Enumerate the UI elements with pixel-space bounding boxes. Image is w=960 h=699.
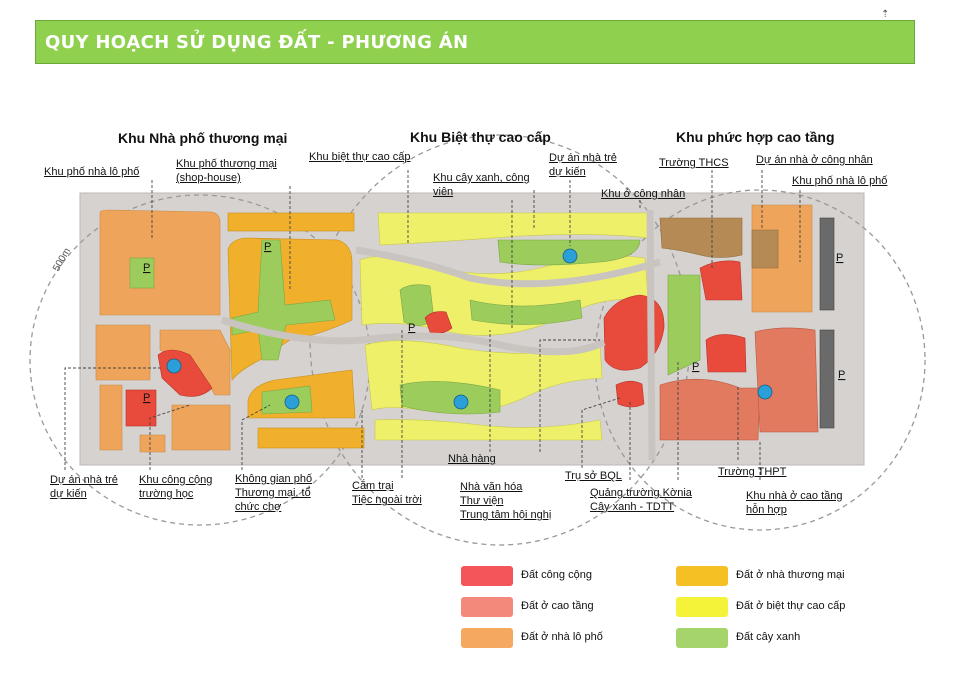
label-highrise-mixed-1: Khu nhà ở cao tầng bbox=[746, 490, 843, 502]
parking-marker: P bbox=[692, 361, 700, 373]
parking-strip bbox=[820, 330, 834, 428]
corner-glyph: ⇡ bbox=[881, 9, 890, 20]
label-plaza-1: Quảng trường Kờnia bbox=[590, 487, 692, 499]
townhouse-block bbox=[96, 325, 150, 380]
water-point bbox=[758, 385, 772, 399]
label-commercial-space-1: Không gian phố bbox=[235, 473, 313, 485]
parking-marker: P bbox=[836, 252, 844, 264]
label-public-school-2: trường học bbox=[139, 488, 194, 500]
townhouse-block bbox=[100, 210, 220, 315]
legend-label: Đất cây xanh bbox=[736, 631, 801, 643]
highrise-block bbox=[755, 328, 818, 432]
legend-label: Đất ở nhà thương mại bbox=[736, 569, 845, 581]
label-park-1: Khu cây xanh, công bbox=[433, 172, 530, 184]
legend-label: Đất ở biệt thự cao cấp bbox=[736, 600, 846, 612]
public-block bbox=[700, 261, 742, 300]
label-high-school: Trường THPT bbox=[718, 466, 787, 478]
legend-label: Đất công cộng bbox=[521, 569, 592, 581]
label-culture-3: Trung tâm hội nghị bbox=[460, 509, 552, 521]
legend-swatch bbox=[676, 566, 728, 586]
legend-label: Đất ở cao tầng bbox=[521, 600, 594, 612]
label-kindergarten-top-2: dự kiến bbox=[549, 166, 586, 178]
label-plaza-2: Cây xanh - TDTT bbox=[590, 501, 675, 513]
green-block bbox=[668, 275, 700, 375]
label-secondary-school: Trường THCS bbox=[659, 157, 729, 169]
label-park-2: viên bbox=[433, 186, 454, 198]
label-camping-2: Tiệc ngoài trời bbox=[352, 494, 422, 506]
legend-swatch bbox=[461, 566, 513, 586]
label-culture-1: Nhà văn hóa bbox=[460, 481, 523, 493]
page-title: QUY HOẠCH SỬ DỤNG ĐẤT - PHƯƠNG ÁN bbox=[45, 32, 469, 53]
label-public-school-1: Khu công cộng bbox=[139, 474, 213, 486]
parking-marker: P bbox=[264, 241, 272, 253]
label-shophouse-2: (shop-house) bbox=[176, 172, 241, 184]
label-villa: Khu biệt thự cao cấp bbox=[309, 151, 411, 163]
green-block bbox=[130, 258, 154, 288]
label-townhouse-right: Khu phố nhà lô phố bbox=[792, 175, 888, 187]
townhouse-block bbox=[140, 435, 165, 452]
water-point bbox=[454, 395, 468, 409]
label-restaurant: Nhà hàng bbox=[448, 453, 496, 465]
zone-title-commercial: Khu Nhà phố thương mại bbox=[118, 130, 288, 146]
radius-label: 500m bbox=[51, 246, 74, 274]
parking-marker: P bbox=[143, 392, 151, 404]
label-culture-2: Thư viện bbox=[460, 495, 504, 507]
label-camping-1: Cắm trại bbox=[352, 480, 394, 492]
legend-swatch bbox=[461, 597, 513, 617]
parking-marker: P bbox=[838, 369, 846, 381]
label-commercial-space-2: Thương mại, tổ bbox=[235, 487, 311, 499]
parking-marker: P bbox=[143, 262, 151, 274]
parking-strip bbox=[820, 218, 834, 310]
legend-label: Đất ở nhà lô phố bbox=[521, 631, 603, 643]
label-worker-housing-center: Khu ở công nhân bbox=[601, 188, 686, 200]
label-kindergarten-top-1: Dự án nhà trẻ bbox=[549, 152, 617, 164]
label-commercial-space-3: chức chợ bbox=[235, 501, 282, 513]
townhouse-block bbox=[172, 405, 230, 450]
commercial-block bbox=[258, 428, 364, 448]
label-highrise-mixed-2: hỗn hợp bbox=[746, 504, 787, 516]
legend-swatch bbox=[676, 628, 728, 648]
legend-swatch bbox=[676, 597, 728, 617]
public-block bbox=[706, 334, 746, 372]
commercial-block bbox=[228, 213, 354, 231]
label-worker-housing-project: Dự án nhà ở công nhân bbox=[756, 154, 873, 166]
water-point bbox=[285, 395, 299, 409]
zone-title-villa: Khu Biệt thự cao cấp bbox=[410, 129, 551, 145]
public-block bbox=[126, 390, 156, 426]
highrise-block bbox=[660, 379, 760, 440]
townhouse-block bbox=[100, 385, 122, 450]
main-road bbox=[650, 210, 652, 460]
label-kindergarten-bottom-1: Dự án nhà trẻ bbox=[50, 474, 118, 486]
legend-swatch bbox=[461, 628, 513, 648]
water-point bbox=[563, 249, 577, 263]
zone-title-highrise: Khu phức hợp cao tầng bbox=[676, 129, 835, 145]
parking-marker: P bbox=[408, 322, 416, 334]
label-management-office: Trụ sở BQL bbox=[565, 470, 622, 482]
water-point bbox=[167, 359, 181, 373]
label-kindergarten-bottom-2: dự kiến bbox=[50, 488, 87, 500]
brown-block bbox=[752, 230, 778, 268]
label-townhouse-left: Khu phố nhà lô phố bbox=[44, 166, 140, 178]
label-shophouse-1: Khu phố thương mại bbox=[176, 158, 277, 170]
